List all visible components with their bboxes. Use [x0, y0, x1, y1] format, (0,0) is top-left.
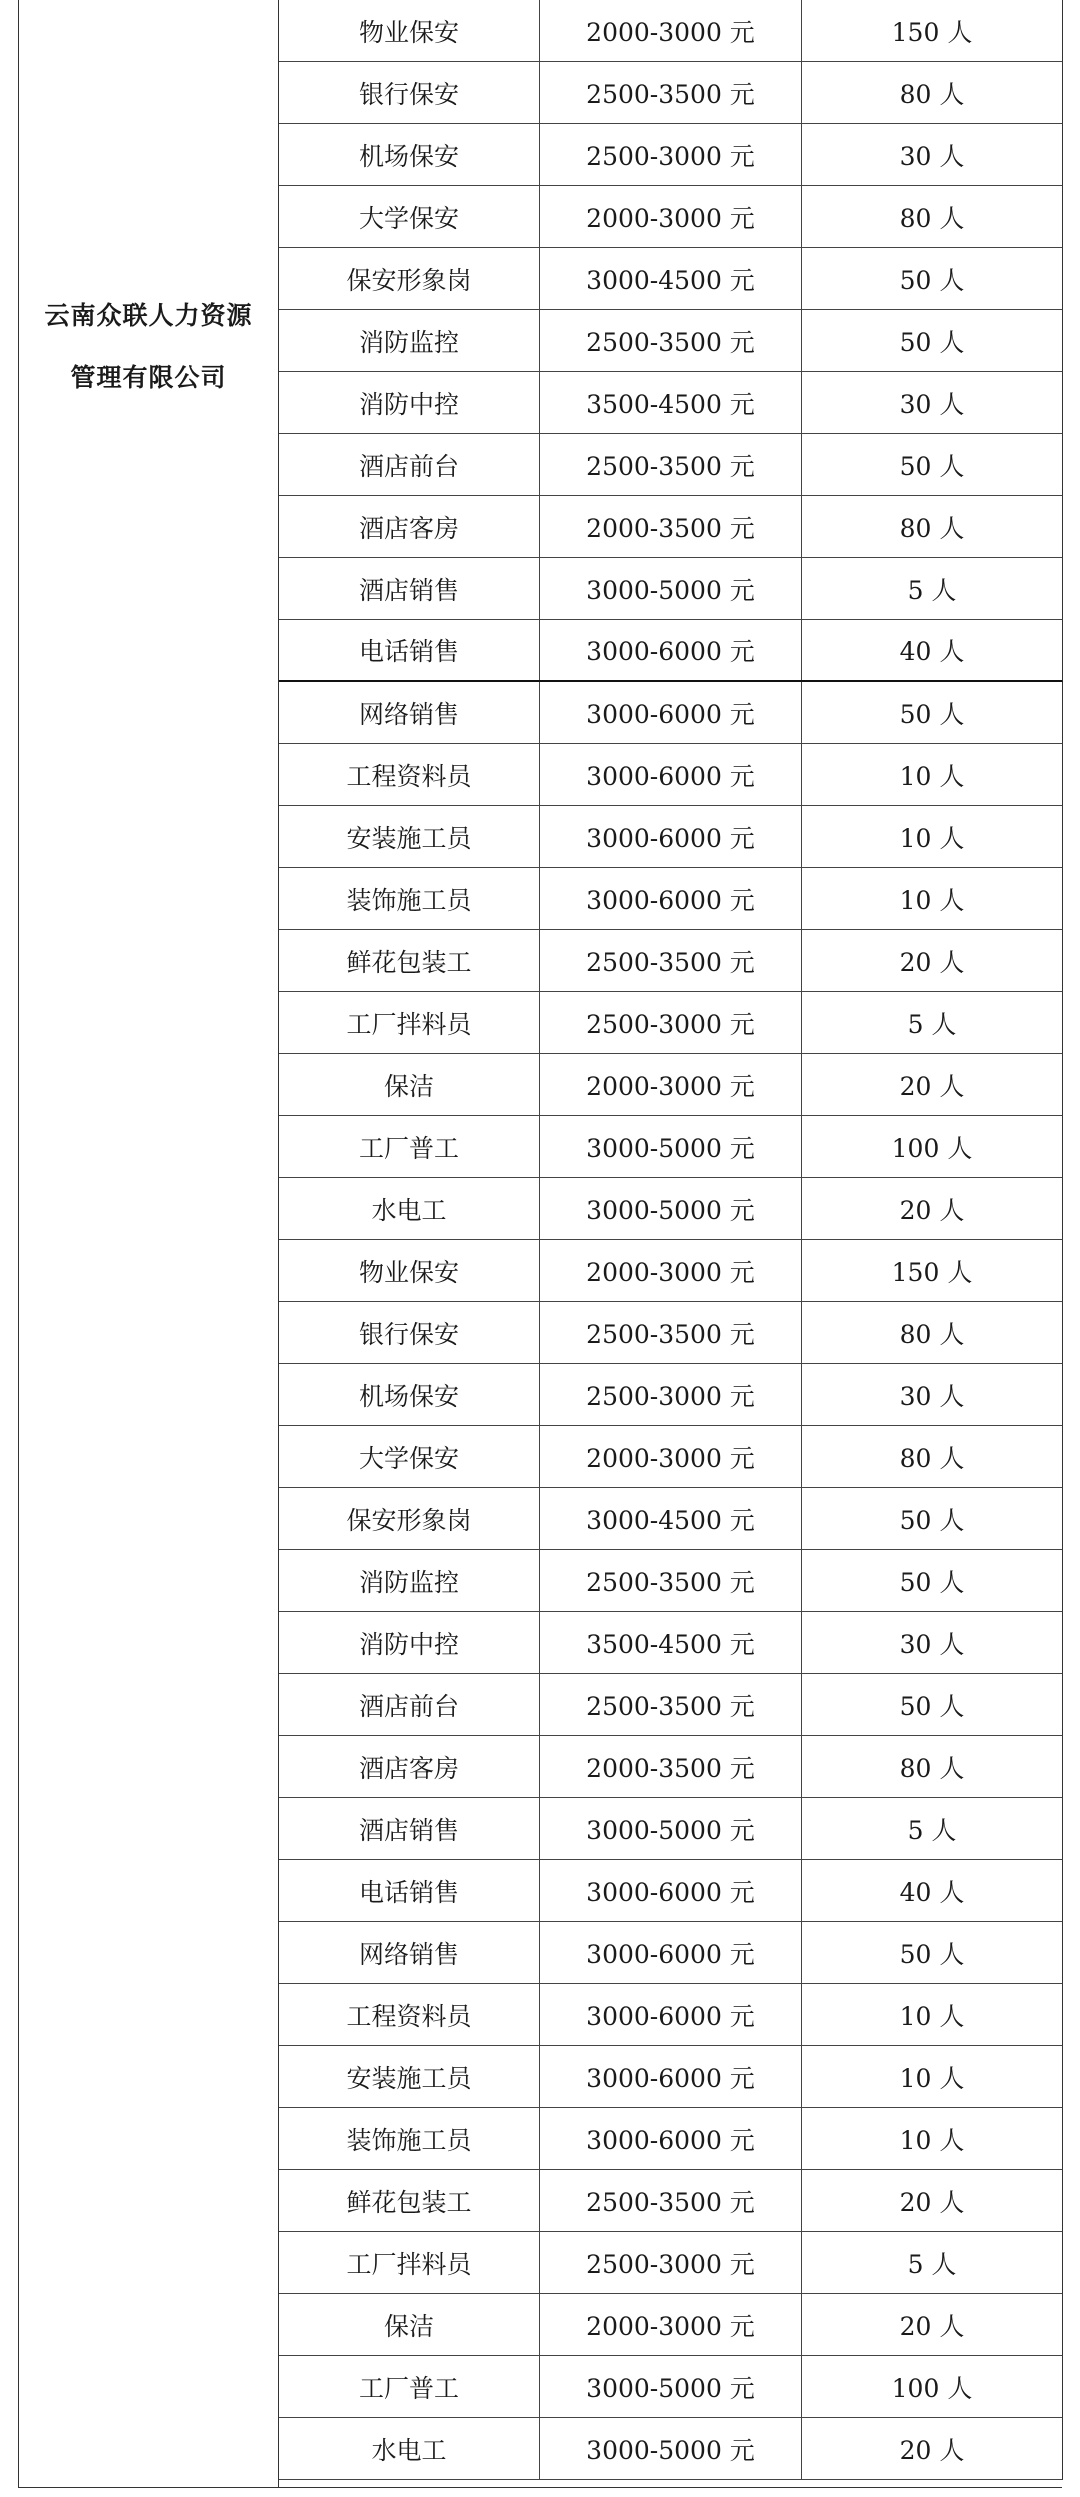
- table-row: [279, 1488, 1063, 1550]
- salary-cell: 3000-6000 元: [540, 2108, 802, 2169]
- table-row: [279, 682, 1063, 744]
- headcount-cell: 20 人: [899, 2187, 965, 2217]
- headcount-cell: 10 人: [899, 2063, 965, 2093]
- table-row: [279, 1984, 1063, 2046]
- job-title-cell: 保洁: [279, 2294, 540, 2355]
- headcount-cell: 20 人: [899, 2435, 965, 2465]
- company-name-line2: 管理有限公司: [70, 363, 227, 392]
- job-table: [18, 0, 1062, 2488]
- headcount-cell: 5 人: [907, 575, 957, 605]
- table-row: [279, 496, 1063, 558]
- job-title-cell: 酒店前台: [279, 434, 540, 495]
- headcount-cell: 10 人: [899, 761, 965, 791]
- table-row: [279, 1922, 1063, 1984]
- salary-cell: 3000-6000 元: [540, 2046, 802, 2107]
- job-title-cell: 安装施工员: [279, 806, 540, 867]
- headcount-cell: 50 人: [899, 1567, 965, 1597]
- headcount-cell: 50 人: [899, 1505, 965, 1535]
- headcount-cell: 50 人: [899, 1939, 965, 1969]
- table-row: [279, 1054, 1063, 1116]
- headcount-cell: 30 人: [899, 1381, 965, 1411]
- salary-cell: 2000-3000 元: [540, 186, 802, 247]
- job-title-cell: 工厂普工: [279, 2356, 540, 2417]
- company-name: [19, 285, 278, 409]
- table-row: [279, 1364, 1063, 1426]
- salary-cell: 3000-6000 元: [540, 868, 802, 929]
- salary-cell: 3000-6000 元: [540, 744, 802, 805]
- headcount-cell: 80 人: [899, 1319, 965, 1349]
- headcount-cell: 50 人: [899, 699, 965, 729]
- salary-cell: 2500-3500 元: [540, 2170, 802, 2231]
- job-title-cell: 工厂普工: [279, 1116, 540, 1177]
- salary-cell: 3000-6000 元: [540, 1922, 802, 1983]
- salary-cell: 2500-3000 元: [540, 124, 802, 185]
- table-row: [279, 1860, 1063, 1922]
- headcount-cell: 100 人: [891, 2373, 973, 2403]
- job-title-cell: 保洁: [279, 1054, 540, 1115]
- salary-cell: 2500-3500 元: [540, 930, 802, 991]
- job-title-cell: 保安形象岗: [279, 1488, 540, 1549]
- headcount-cell: 80 人: [899, 1443, 965, 1473]
- job-title-cell: 保安形象岗: [279, 248, 540, 309]
- headcount-cell: 30 人: [899, 389, 965, 419]
- table-row: [279, 744, 1063, 806]
- company-cell: [19, 0, 279, 2487]
- job-title-cell: 物业保安: [279, 1240, 540, 1301]
- job-title-cell: 银行保安: [279, 62, 540, 123]
- table-row: [279, 992, 1063, 1054]
- headcount-cell: 10 人: [899, 823, 965, 853]
- job-title-cell: 大学保安: [279, 186, 540, 247]
- salary-cell: 2000-3000 元: [540, 1054, 802, 1115]
- headcount-cell: 5 人: [907, 2249, 957, 2279]
- salary-cell: 2000-3000 元: [540, 1240, 802, 1301]
- table-row: [279, 310, 1063, 372]
- table-row: [279, 372, 1063, 434]
- job-title-cell: 装饰施工员: [279, 868, 540, 929]
- salary-cell: 3000-6000 元: [540, 1984, 802, 2045]
- headcount-cell: 20 人: [899, 947, 965, 977]
- table-row: [279, 124, 1063, 186]
- table-row: [279, 62, 1063, 124]
- salary-cell: 2000-3000 元: [540, 2294, 802, 2355]
- headcount-cell: 40 人: [899, 637, 965, 666]
- salary-cell: 2000-3000 元: [540, 0, 802, 61]
- table-row: [279, 558, 1063, 620]
- table-row: [279, 0, 1063, 62]
- headcount-cell: 150 人: [891, 1257, 973, 1287]
- table-row: [279, 868, 1063, 930]
- table-row: [279, 620, 1063, 682]
- salary-cell: 2500-3500 元: [540, 434, 802, 495]
- table-row: [279, 1426, 1063, 1488]
- table-row: [279, 186, 1063, 248]
- table-row: [279, 1674, 1063, 1736]
- job-title-cell: 消防监控: [279, 1550, 540, 1611]
- table-row: [279, 248, 1063, 310]
- job-title-cell: 工厂拌料员: [279, 992, 540, 1053]
- table-row: [279, 1612, 1063, 1674]
- job-title-cell: 酒店前台: [279, 1674, 540, 1735]
- job-title-cell: 消防中控: [279, 372, 540, 433]
- headcount-cell: 10 人: [899, 2001, 965, 2031]
- table-row: [279, 2294, 1063, 2356]
- job-title-cell: 酒店客房: [279, 496, 540, 557]
- salary-cell: 3000-4500 元: [540, 1488, 802, 1549]
- job-title-cell: 消防中控: [279, 1612, 540, 1673]
- job-title-cell: 鲜花包装工: [279, 930, 540, 991]
- job-title-cell: 网络销售: [279, 682, 540, 743]
- salary-cell: 2500-3500 元: [540, 1550, 802, 1611]
- table-row: [279, 1550, 1063, 1612]
- salary-cell: 3000-5000 元: [540, 1178, 802, 1239]
- salary-cell: 2000-3500 元: [540, 1736, 802, 1797]
- salary-cell: 2500-3500 元: [540, 310, 802, 371]
- salary-cell: 3500-4500 元: [540, 372, 802, 433]
- table-row: [279, 2356, 1063, 2418]
- headcount-cell: 20 人: [899, 2311, 965, 2341]
- salary-cell: 3000-6000 元: [540, 682, 802, 743]
- job-title-cell: 物业保安: [279, 0, 540, 61]
- salary-cell: 3000-6000 元: [540, 620, 802, 680]
- company-name-line1: 云南众联人力资源: [44, 301, 253, 330]
- table-row: [279, 2046, 1063, 2108]
- headcount-cell: 80 人: [899, 513, 965, 543]
- job-title-cell: 酒店销售: [279, 558, 540, 619]
- job-title-cell: 网络销售: [279, 1922, 540, 1983]
- salary-cell: 2500-3500 元: [540, 62, 802, 123]
- table-row: [279, 1178, 1063, 1240]
- job-rows: [279, 0, 1063, 2480]
- headcount-cell: 80 人: [899, 203, 965, 233]
- job-title-cell: 机场保安: [279, 124, 540, 185]
- headcount-cell: 30 人: [899, 141, 965, 171]
- job-title-cell: 鲜花包装工: [279, 2170, 540, 2231]
- table-row: [279, 2170, 1063, 2232]
- salary-cell: 2500-3500 元: [540, 1302, 802, 1363]
- headcount-cell: 20 人: [899, 1071, 965, 1101]
- job-title-cell: 工程资料员: [279, 1984, 540, 2045]
- job-title-cell: 电话销售: [279, 1860, 540, 1921]
- table-row: [279, 2232, 1063, 2294]
- headcount-cell: 20 人: [899, 1195, 965, 1225]
- salary-cell: 2500-3000 元: [540, 2232, 802, 2293]
- table-row: [279, 1116, 1063, 1178]
- salary-cell: 3000-4500 元: [540, 248, 802, 309]
- job-title-cell: 大学保安: [279, 1426, 540, 1487]
- headcount-cell: 50 人: [899, 1691, 965, 1721]
- job-title-cell: 水电工: [279, 1178, 540, 1239]
- salary-cell: 3500-4500 元: [540, 1612, 802, 1673]
- job-title-cell: 工程资料员: [279, 744, 540, 805]
- headcount-cell: 80 人: [899, 1753, 965, 1783]
- salary-cell: 3000-5000 元: [540, 558, 802, 619]
- salary-cell: 3000-6000 元: [540, 1860, 802, 1921]
- salary-cell: 3000-5000 元: [540, 1116, 802, 1177]
- table-row: [279, 806, 1063, 868]
- job-title-cell: 水电工: [279, 2418, 540, 2479]
- table-row: [279, 1240, 1063, 1302]
- headcount-cell: 5 人: [907, 1009, 957, 1039]
- headcount-cell: 40 人: [899, 1877, 965, 1907]
- headcount-cell: 10 人: [899, 2125, 965, 2155]
- salary-cell: 2000-3000 元: [540, 1426, 802, 1487]
- salary-cell: 3000-5000 元: [540, 2418, 802, 2479]
- headcount-cell: 5 人: [907, 1815, 957, 1845]
- job-title-cell: 银行保安: [279, 1302, 540, 1363]
- table-row: [279, 2108, 1063, 2170]
- job-title-cell: 机场保安: [279, 1364, 540, 1425]
- table-row: [279, 930, 1063, 992]
- table-row: [279, 434, 1063, 496]
- salary-cell: 2500-3500 元: [540, 1674, 802, 1735]
- table-row: [279, 2418, 1063, 2480]
- salary-cell: 2000-3500 元: [540, 496, 802, 557]
- job-title-cell: 消防监控: [279, 310, 540, 371]
- salary-cell: 2500-3000 元: [540, 992, 802, 1053]
- job-title-cell: 酒店客房: [279, 1736, 540, 1797]
- headcount-cell: 100 人: [891, 1133, 973, 1163]
- table-row: [279, 1736, 1063, 1798]
- job-title-cell: 工厂拌料员: [279, 2232, 540, 2293]
- headcount-cell: 30 人: [899, 1629, 965, 1659]
- headcount-cell: 80 人: [899, 79, 965, 109]
- table-row: [279, 1302, 1063, 1364]
- headcount-cell: 150 人: [891, 17, 973, 47]
- headcount-cell: 50 人: [899, 327, 965, 357]
- job-title-cell: 安装施工员: [279, 2046, 540, 2107]
- salary-cell: 3000-6000 元: [540, 806, 802, 867]
- job-title-cell: 电话销售: [279, 620, 540, 680]
- salary-cell: 3000-5000 元: [540, 2356, 802, 2417]
- headcount-cell: 10 人: [899, 885, 965, 915]
- job-title-cell: 装饰施工员: [279, 2108, 540, 2169]
- headcount-cell: 50 人: [899, 265, 965, 295]
- headcount-cell: 50 人: [899, 451, 965, 481]
- salary-cell: 3000-5000 元: [540, 1798, 802, 1859]
- job-title-cell: 酒店销售: [279, 1798, 540, 1859]
- table-row: [279, 1798, 1063, 1860]
- salary-cell: 2500-3000 元: [540, 1364, 802, 1425]
